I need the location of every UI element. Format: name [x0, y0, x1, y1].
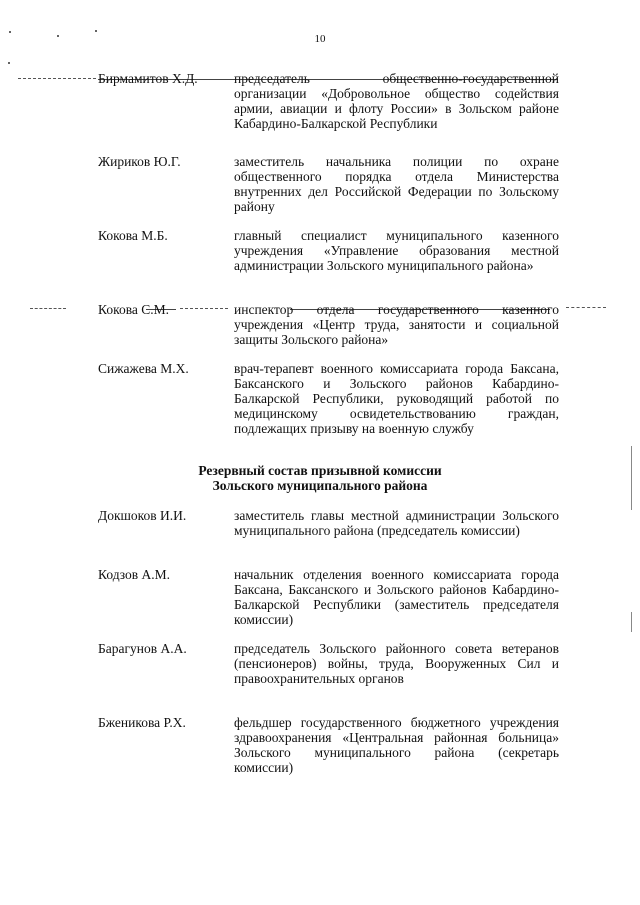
- member-name: Докшоков И.И.: [98, 508, 187, 523]
- member-role: заместитель главы местной администрации Зольского муниципального района (председатель комиссии): [234, 508, 559, 538]
- reserve-heading-line-1: Резервный состав призывной комиссии: [198, 463, 442, 478]
- page-number: 10: [314, 33, 326, 45]
- scan-speck: [95, 30, 97, 32]
- reserve-heading-line-2: Зольского муниципального района: [212, 478, 428, 493]
- member-name: Бженикова Р.Х.: [98, 715, 186, 730]
- member-role: председатель общественно-государственной организации «Добровольное общество содействия армии, авиации и флоту России» в Зольском районе Кабардино-Балкарской Республики: [234, 71, 559, 131]
- member-name: Барагунов А.А.: [98, 641, 187, 656]
- member-role: инспектор отдела государственного казенного учреждения «Центр труда, занятости и социальной защиты Зольского района»: [234, 302, 559, 347]
- scan-dash-line: [18, 78, 96, 79]
- scan-dash-line: [180, 308, 228, 309]
- member-role: фельдшер государственного бюджетного учреждения здравоохранения «Центральная районная больница» Зольского муниципального района (секретарь комиссии): [234, 715, 559, 775]
- member-name: Жириков Ю.Г.: [98, 154, 181, 169]
- member-name: Кокова С.М.: [98, 302, 170, 317]
- scan-edge-mark: [631, 612, 632, 632]
- reserve-section-heading: [0, 463, 640, 493]
- member-role: заместитель начальника полиции по охране общественного порядка отдела Министерства внутренних дел Российской Федерации по Зольскому району: [234, 154, 559, 214]
- scan-speck: [8, 62, 10, 64]
- member-role: врач-терапевт военного комиссариата города Баксана, Баксанского и Зольского районов Кабардино-Балкарской Республики, руководящий работой по медицинскому освидетельствованию граждан, подлежащих призыву на военную службу: [234, 361, 559, 436]
- member-name: Кодзов А.М.: [98, 567, 170, 582]
- member-name: Кокова М.Б.: [98, 228, 168, 243]
- scan-dash-line: [30, 308, 66, 309]
- member-role: начальник отделения военного комиссариата города Баксана, Баксанского и Зольского районов Кабардино-Балкарской Республики (заместитель председателя комиссии): [234, 567, 559, 627]
- scan-dash-line: [566, 307, 606, 308]
- member-role: главный специалист муниципального казенного учреждения «Управление образования местной администрации Зольского муниципального района»: [234, 228, 559, 273]
- member-name: Сижажева М.Х.: [98, 361, 189, 376]
- member-name: Бирмамитов Х.Д.: [98, 71, 198, 86]
- member-role: председатель Зольского районного совета ветеранов (пенсионеров) войны, труда, Вооруженных Сил и правоохранительных органов: [234, 641, 559, 686]
